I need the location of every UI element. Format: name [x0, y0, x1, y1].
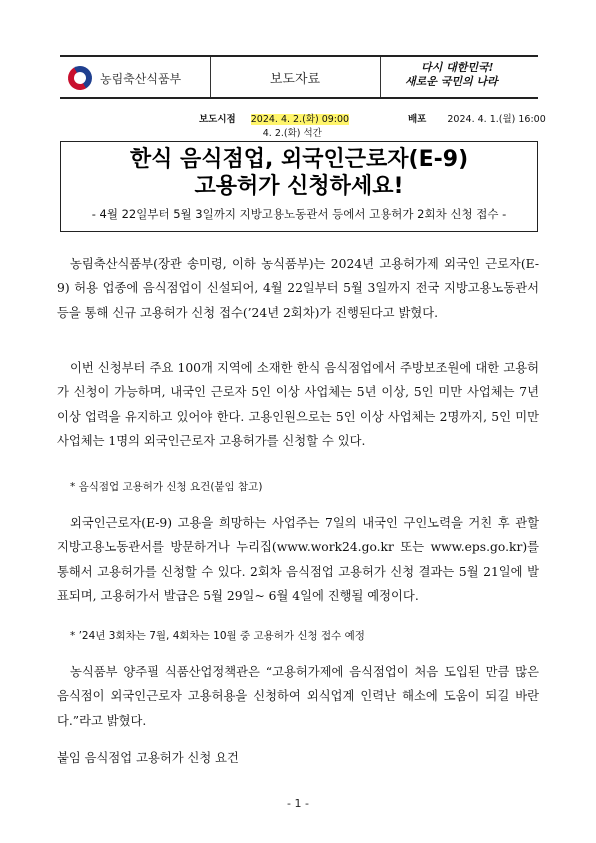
headline-line-1: 한식 음식점업, 외국인근로자(E-9)	[129, 147, 469, 172]
distribution-label: 배포	[408, 114, 427, 125]
headline-box	[60, 141, 538, 232]
distribution-block	[408, 113, 546, 127]
embargo-value-line1: 2024. 4. 2.(화) 09:00	[250, 114, 350, 125]
slogan-line-1: 다시 대한민국!	[421, 61, 494, 74]
embargo-label: 보도시점	[199, 114, 236, 125]
note-2: * ’24년 3회차는 7월, 4회차는 10월 중 고용허가 신청 접수 예정	[70, 630, 365, 642]
headline-line-2: 고용허가 신청하세요!	[194, 174, 404, 199]
paragraph-4-block	[57, 660, 539, 733]
slogan-line-2: 새로운 국민의 나라	[405, 75, 498, 88]
press-release-label: 보도자료	[269, 71, 321, 87]
page-number: - 1 -	[287, 797, 309, 810]
embargo-block	[199, 113, 349, 141]
attachment-note: 붙임 음식점업 고용허가 신청 요건	[57, 751, 239, 765]
government-emblem-icon	[64, 62, 97, 95]
paragraph-1: 농림축산식품부(장관 송미령, 이하 농식품부)는 2024년 고용허가제 외국인 근로자(E-9) 허용 업종에 음식점업이 신설되어, 4월 22일부터 5월 3일까지 전국 지방고용노동관서 등을 통해 신규 고용허가 신청 접수(’24년 2회차)가 진행된다고 밝혔다.	[57, 257, 539, 320]
attachment-block	[57, 748, 539, 768]
paragraph-2: 이번 신청부터 주요 100개 지역에 소재한 한식 음식점업에서 주방보조원에 대한 고용허가 신청이 가능하며, 내국인 근로자 5인 이상 사업체는 5년 이상, 5인 미만 사업체는 7년 이상 업력을 유지하고 있어야 한다. 고용인원으로는 5인 이상 사업체는 2명까지, 5인 미만 사업체는 1명의 외국인근로자 고용허가를 신청할 수 있다.	[57, 361, 539, 449]
header-divider-right	[380, 57, 381, 97]
paragraph-3-block	[57, 511, 539, 609]
press-header	[60, 55, 538, 99]
paragraph-3: 외국인근로자(E-9) 고용을 희망하는 사업주는 7일의 내국인 구인노력을 거친 후 관할 지방고용노동관서를 방문하거나 누리집(www.work24.go.kr 또는 www.eps.go.kr)를 통해서 고용허가를 신청할 수 있다. 2회차 음식점업 고용허가 신청 결과는 5월 21일에 발표되며, 고용허가서 발급은 5월 29일~ 6월 4일에 진행될 예정이다.	[57, 516, 539, 604]
headline-subtitle: - 4월 22일부터 5월 3일까지 지방고용노동관서 등에서 고용허가 2회차 신청 접수 -	[91, 207, 507, 221]
embargo-value-line2: 4. 2.(화) 석간	[262, 128, 322, 139]
note-1: * 음식점업 고용허가 신청 요건(붙임 참고)	[70, 481, 263, 493]
ministry-name: 농림축산식품부	[100, 71, 182, 86]
ministry-logo	[68, 64, 181, 92]
note-2-block	[57, 627, 539, 645]
distribution-value: 2024. 4. 1.(월) 16:00	[447, 114, 546, 125]
note-1-block	[57, 478, 539, 496]
paragraph-4: 농식품부 양주필 식품산업정책관은 “고용허가제에 음식점업이 처음 도입된 만큼 많은 음식점이 외국인근로자 고용허용을 신청하여 외식업계 인력난 해소에 도움이 되길 바란다.”라고 밝혔다.	[57, 665, 539, 728]
paragraph-1-block	[57, 252, 539, 325]
paragraph-2-block	[57, 356, 539, 454]
government-slogan	[395, 61, 535, 89]
